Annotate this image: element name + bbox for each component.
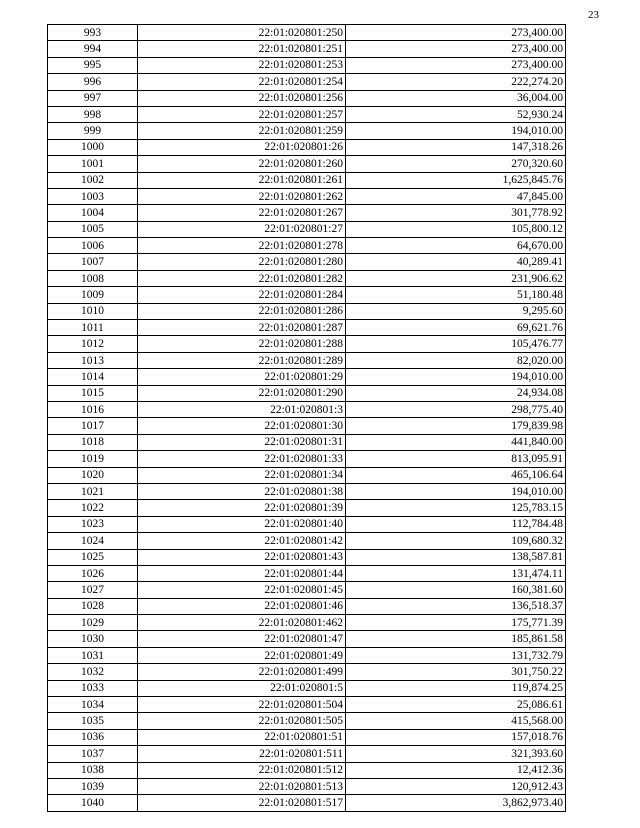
row-number-cell: 1006 <box>48 238 138 254</box>
row-number-cell: 1023 <box>48 516 138 532</box>
cadastral-number-cell: 22:01:020801:260 <box>138 156 346 172</box>
row-number-cell: 1002 <box>48 172 138 188</box>
cadastral-number-cell: 22:01:020801:499 <box>138 664 346 680</box>
table-row <box>48 582 566 598</box>
cadastral-number-cell: 22:01:020801:5 <box>138 680 346 696</box>
table-row <box>48 697 566 713</box>
cadastral-value-cell: 120,912.43 <box>346 778 566 794</box>
cadastral-number-cell: 22:01:020801:290 <box>138 385 346 401</box>
table-row <box>48 352 566 368</box>
cadastral-number-cell: 22:01:020801:504 <box>138 697 346 713</box>
row-number-cell: 1005 <box>48 221 138 237</box>
cadastral-value-cell: 175,771.39 <box>346 615 566 631</box>
table-row <box>48 270 566 286</box>
row-number-cell: 1014 <box>48 369 138 385</box>
cadastral-number-cell: 22:01:020801:511 <box>138 746 346 762</box>
cadastral-value-cell: 52,930.24 <box>346 106 566 122</box>
cadastral-value-cell: 109,680.32 <box>346 533 566 549</box>
cadastral-number-cell: 22:01:020801:287 <box>138 320 346 336</box>
cadastral-number-cell: 22:01:020801:49 <box>138 647 346 663</box>
row-number-cell: 1035 <box>48 713 138 729</box>
row-number-cell: 1000 <box>48 139 138 155</box>
cadastral-value-cell: 160,381.60 <box>346 582 566 598</box>
row-number-cell: 1012 <box>48 336 138 352</box>
cadastral-number-cell: 22:01:020801:42 <box>138 533 346 549</box>
table-row <box>48 41 566 57</box>
cadastral-number-cell: 22:01:020801:43 <box>138 549 346 565</box>
table-row <box>48 238 566 254</box>
cadastral-number-cell: 22:01:020801:512 <box>138 762 346 778</box>
row-number-cell: 1004 <box>48 205 138 221</box>
cadastral-number-cell: 22:01:020801:280 <box>138 254 346 270</box>
table-row <box>48 434 566 450</box>
cadastral-value-cell: 64,670.00 <box>346 238 566 254</box>
cadastral-value-cell: 9,295.60 <box>346 303 566 319</box>
cadastral-value-cell: 273,400.00 <box>346 57 566 73</box>
cadastral-number-cell: 22:01:020801:253 <box>138 57 346 73</box>
table-row <box>48 74 566 90</box>
table-row <box>48 647 566 663</box>
row-number-cell: 999 <box>48 123 138 139</box>
cadastral-number-cell: 22:01:020801:51 <box>138 729 346 745</box>
cadastral-value-cell: 36,004.00 <box>346 90 566 106</box>
cadastral-number-cell: 22:01:020801:45 <box>138 582 346 598</box>
row-number-cell: 1019 <box>48 451 138 467</box>
table-row <box>48 631 566 647</box>
cadastral-number-cell: 22:01:020801:251 <box>138 41 346 57</box>
row-number-cell: 1013 <box>48 352 138 368</box>
row-number-cell: 1011 <box>48 320 138 336</box>
cadastral-value-cell: 185,861.58 <box>346 631 566 647</box>
row-number-cell: 1025 <box>48 549 138 565</box>
cadastral-value-cell: 131,732.79 <box>346 647 566 663</box>
row-number-cell: 1001 <box>48 156 138 172</box>
cadastral-number-cell: 22:01:020801:250 <box>138 25 346 41</box>
table-row <box>48 533 566 549</box>
cadastral-number-cell: 22:01:020801:288 <box>138 336 346 352</box>
table-row <box>48 778 566 794</box>
table-row <box>48 483 566 499</box>
row-number-cell: 1016 <box>48 401 138 417</box>
cadastral-value-cell: 112,784.48 <box>346 516 566 532</box>
cadastral-value-cell: 138,587.81 <box>346 549 566 565</box>
cadastral-value-cell: 465,106.64 <box>346 467 566 483</box>
cadastral-value-cell: 222,274.20 <box>346 74 566 90</box>
cadastral-number-cell: 22:01:020801:256 <box>138 90 346 106</box>
cadastral-value-cell: 51,180.48 <box>346 287 566 303</box>
row-number-cell: 1003 <box>48 188 138 204</box>
table-row <box>48 418 566 434</box>
table-row <box>48 762 566 778</box>
table-row <box>48 664 566 680</box>
cadastral-value-cell: 301,778.92 <box>346 205 566 221</box>
row-number-cell: 993 <box>48 25 138 41</box>
cadastral-number-cell: 22:01:020801:44 <box>138 565 346 581</box>
table-row <box>48 188 566 204</box>
row-number-cell: 997 <box>48 90 138 106</box>
cadastral-number-cell: 22:01:020801:34 <box>138 467 346 483</box>
row-number-cell: 1015 <box>48 385 138 401</box>
row-number-cell: 1034 <box>48 697 138 713</box>
row-number-cell: 1017 <box>48 418 138 434</box>
table-row <box>48 156 566 172</box>
table-row <box>48 254 566 270</box>
cadastral-number-cell: 22:01:020801:40 <box>138 516 346 532</box>
cadastral-number-cell: 22:01:020801:254 <box>138 74 346 90</box>
cadastral-value-cell: 105,800.12 <box>346 221 566 237</box>
table-row <box>48 565 566 581</box>
cadastral-number-cell: 22:01:020801:47 <box>138 631 346 647</box>
cadastral-number-cell: 22:01:020801:282 <box>138 270 346 286</box>
cadastral-number-cell: 22:01:020801:29 <box>138 369 346 385</box>
cadastral-number-cell: 22:01:020801:26 <box>138 139 346 155</box>
page-number: 23 <box>588 9 599 21</box>
cadastral-number-cell: 22:01:020801:257 <box>138 106 346 122</box>
row-number-cell: 1009 <box>48 287 138 303</box>
row-number-cell: 1032 <box>48 664 138 680</box>
table-row <box>48 451 566 467</box>
table-row <box>48 221 566 237</box>
cadastral-value-cell: 3,862,973.40 <box>346 795 566 811</box>
table-row <box>48 303 566 319</box>
table-row <box>48 500 566 516</box>
row-number-cell: 1021 <box>48 483 138 499</box>
row-number-cell: 1037 <box>48 746 138 762</box>
cadastral-number-cell: 22:01:020801:261 <box>138 172 346 188</box>
row-number-cell: 1022 <box>48 500 138 516</box>
row-number-cell: 1027 <box>48 582 138 598</box>
cadastral-value-cell: 298,775.40 <box>346 401 566 417</box>
cadastral-value-cell: 441,840.00 <box>346 434 566 450</box>
cadastral-number-cell: 22:01:020801:284 <box>138 287 346 303</box>
table-row <box>48 287 566 303</box>
table-row <box>48 57 566 73</box>
table-row <box>48 25 566 41</box>
cadastral-value-cell: 125,783.15 <box>346 500 566 516</box>
cadastral-value-cell: 194,010.00 <box>346 123 566 139</box>
cadastral-value-cell: 179,839.98 <box>346 418 566 434</box>
table-body <box>48 25 566 812</box>
table-row <box>48 385 566 401</box>
cadastral-number-cell: 22:01:020801:3 <box>138 401 346 417</box>
table-row <box>48 336 566 352</box>
row-number-cell: 1040 <box>48 795 138 811</box>
cadastral-number-cell: 22:01:020801:30 <box>138 418 346 434</box>
row-number-cell: 1033 <box>48 680 138 696</box>
table-row <box>48 467 566 483</box>
row-number-cell: 994 <box>48 41 138 57</box>
row-number-cell: 1039 <box>48 778 138 794</box>
row-number-cell: 1024 <box>48 533 138 549</box>
row-number-cell: 998 <box>48 106 138 122</box>
cadastral-value-cell: 273,400.00 <box>346 25 566 41</box>
row-number-cell: 1020 <box>48 467 138 483</box>
table-row <box>48 680 566 696</box>
cadastral-value-cell: 131,474.11 <box>346 565 566 581</box>
table-row <box>48 369 566 385</box>
row-number-cell: 1007 <box>48 254 138 270</box>
cadastral-number-cell: 22:01:020801:505 <box>138 713 346 729</box>
table-row <box>48 795 566 811</box>
cadastral-number-cell: 22:01:020801:31 <box>138 434 346 450</box>
cadastral-value-cell: 40,289.41 <box>346 254 566 270</box>
row-number-cell: 995 <box>48 57 138 73</box>
cadastral-value-cell: 47,845.00 <box>346 188 566 204</box>
cadastral-value-cell: 12,412.36 <box>346 762 566 778</box>
cadastral-number-cell: 22:01:020801:38 <box>138 483 346 499</box>
cadastral-number-cell: 22:01:020801:39 <box>138 500 346 516</box>
cadastral-value-cell: 157,018.76 <box>346 729 566 745</box>
row-number-cell: 1031 <box>48 647 138 663</box>
cadastral-number-cell: 22:01:020801:33 <box>138 451 346 467</box>
cadastral-value-cell: 194,010.00 <box>346 369 566 385</box>
cadastral-value-cell: 82,020.00 <box>346 352 566 368</box>
row-number-cell: 1030 <box>48 631 138 647</box>
row-number-cell: 996 <box>48 74 138 90</box>
cadastral-number-cell: 22:01:020801:259 <box>138 123 346 139</box>
table-row <box>48 713 566 729</box>
row-number-cell: 1018 <box>48 434 138 450</box>
cadastral-value-cell: 136,518.37 <box>346 598 566 614</box>
cadastral-value-cell: 415,568.00 <box>346 713 566 729</box>
cadastral-number-cell: 22:01:020801:513 <box>138 778 346 794</box>
cadastral-number-cell: 22:01:020801:46 <box>138 598 346 614</box>
cadastral-number-cell: 22:01:020801:289 <box>138 352 346 368</box>
cadastral-value-cell: 270,320.60 <box>346 156 566 172</box>
row-number-cell: 1026 <box>48 565 138 581</box>
cadastral-value-cell: 194,010.00 <box>346 483 566 499</box>
cadastral-value-cell: 25,086.61 <box>346 697 566 713</box>
cadastral-number-cell: 22:01:020801:278 <box>138 238 346 254</box>
table-row <box>48 746 566 762</box>
cadastral-value-cell: 231,906.62 <box>346 270 566 286</box>
table-row <box>48 106 566 122</box>
cadastral-number-cell: 22:01:020801:517 <box>138 795 346 811</box>
table-row <box>48 205 566 221</box>
table-row <box>48 598 566 614</box>
table-row <box>48 90 566 106</box>
table-row <box>48 615 566 631</box>
cadastral-value-cell: 1,625,845.76 <box>346 172 566 188</box>
cadastral-number-cell: 22:01:020801:267 <box>138 205 346 221</box>
cadastral-value-cell: 147,318.26 <box>346 139 566 155</box>
cadastral-value-cell: 105,476.77 <box>346 336 566 352</box>
table-row <box>48 401 566 417</box>
table-row <box>48 516 566 532</box>
cadastral-value-cell: 813,095.91 <box>346 451 566 467</box>
cadastral-value-cell: 301,750.22 <box>346 664 566 680</box>
cadastral-value-cell: 273,400.00 <box>346 41 566 57</box>
table-row <box>48 172 566 188</box>
cadastral-value-cell: 119,874.25 <box>346 680 566 696</box>
row-number-cell: 1010 <box>48 303 138 319</box>
table-row <box>48 549 566 565</box>
cadastral-value-cell: 321,393.60 <box>346 746 566 762</box>
cadastral-value-cell: 24,934.08 <box>346 385 566 401</box>
cadastral-number-cell: 22:01:020801:286 <box>138 303 346 319</box>
table-row <box>48 320 566 336</box>
cadastral-number-cell: 22:01:020801:462 <box>138 615 346 631</box>
row-number-cell: 1038 <box>48 762 138 778</box>
cadastral-number-cell: 22:01:020801:27 <box>138 221 346 237</box>
row-number-cell: 1036 <box>48 729 138 745</box>
table-row <box>48 729 566 745</box>
row-number-cell: 1008 <box>48 270 138 286</box>
table-row <box>48 139 566 155</box>
row-number-cell: 1028 <box>48 598 138 614</box>
row-number-cell: 1029 <box>48 615 138 631</box>
cadastral-value-table <box>47 24 566 812</box>
table-row <box>48 123 566 139</box>
cadastral-value-cell: 69,621.76 <box>346 320 566 336</box>
cadastral-number-cell: 22:01:020801:262 <box>138 188 346 204</box>
